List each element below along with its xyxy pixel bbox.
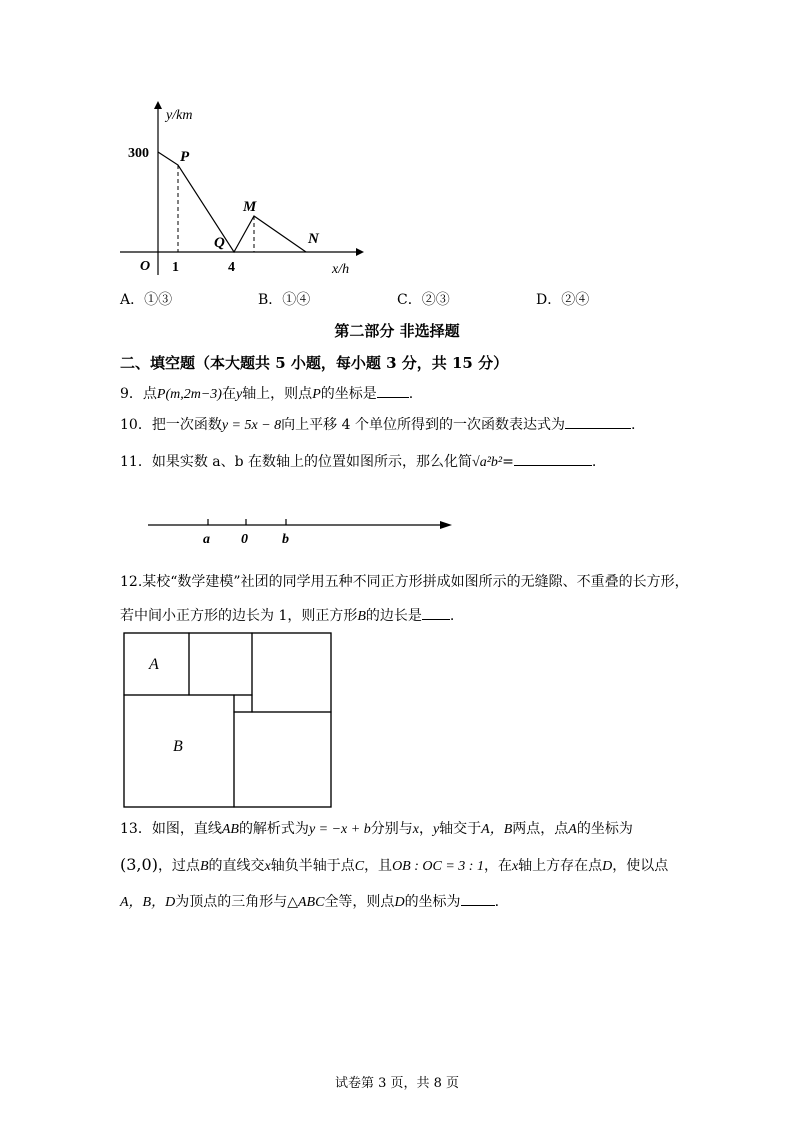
question-12-line1: 12.某校“数学建模”社团的同学用五种不同正方形拼成如图所示的无缝隙、不重叠的长方形，	[120, 574, 689, 590]
x-axis-arrow	[356, 248, 364, 256]
x-tick-1: 1	[172, 260, 179, 275]
square-bottom-right	[234, 712, 331, 807]
q13-l1-math: y = −x + b	[308, 822, 371, 837]
q11-math: √a²b²	[472, 455, 503, 470]
q13-l2-b: B	[199, 859, 209, 874]
q13-l1-ab: AB	[221, 822, 239, 837]
q13-l2-x2: x	[511, 859, 519, 874]
q13-l3-c: 的坐标为	[404, 894, 461, 910]
q13-l3-D: D	[394, 895, 405, 910]
q13-l1-end: 轴交于	[439, 821, 482, 837]
label-0: 0	[241, 532, 248, 547]
point-q-label: Q	[214, 235, 225, 251]
q13-l2-h: ，使以点	[612, 858, 669, 874]
q9-math: P(m,2m−3)	[156, 387, 222, 402]
q9-end: 的坐标是	[320, 386, 377, 402]
q9-var: y	[235, 387, 243, 402]
q12-line2-var: B	[357, 609, 366, 624]
number-line-figure	[140, 512, 460, 548]
option-b: B．①④	[258, 292, 311, 308]
q11-period: .	[591, 454, 597, 470]
q13-l2-x: x	[264, 859, 271, 874]
option-c: C．②③	[397, 292, 450, 308]
distance-time-graph	[110, 95, 370, 285]
q10-answer-blank[interactable]	[565, 414, 631, 429]
square-top-right	[252, 633, 331, 712]
q13-l2-d: 轴负半轴于点	[270, 858, 355, 874]
option-a: A．①③	[120, 292, 173, 308]
q9-prefix: 9．点	[120, 386, 157, 402]
q13-l2-ratio: OB : OC = 3 : 1	[392, 859, 484, 874]
q13-l2-c: 的直线交	[208, 858, 265, 874]
question-13-line1	[120, 819, 633, 840]
q12-period: .	[449, 608, 455, 624]
q13-l3-pts: A，B，D	[120, 895, 176, 910]
q13-l1-y: y	[432, 822, 440, 837]
point-n-label: N	[308, 231, 319, 247]
q13-l1-prefix: 13．如图，直线	[120, 821, 222, 837]
q10-suffix: 向上平移 4 个单位所得到的一次函数表达式为	[281, 417, 565, 433]
q11-answer-blank[interactable]	[514, 451, 592, 466]
question-9	[120, 383, 413, 405]
q12-line2-suffix: 的边长是	[365, 608, 422, 624]
x-axis-label: x/h	[332, 262, 350, 277]
q9-middle: 在	[221, 386, 236, 402]
y-axis-label: y/km	[166, 108, 193, 123]
square-small-center	[234, 695, 252, 712]
origin-label: O	[140, 259, 151, 274]
q10-prefix: 10．把一次函数	[120, 417, 222, 433]
q11-prefix: 11．如果实数 a、b 在数轴上的位置如图所示，那么化简	[120, 454, 473, 470]
question-12-line2	[120, 605, 454, 627]
q13-l2-e: ，且	[364, 858, 393, 874]
section-title: 第二部分 非选择题	[334, 322, 460, 340]
q13-l2-g: 轴上方存在点	[518, 858, 603, 874]
y-tick-300: 300	[128, 146, 149, 161]
question-13-line2	[120, 855, 668, 877]
q13-l1-tail2: 的坐标为	[576, 821, 633, 837]
q13-l3-tri: △ABC	[287, 895, 325, 910]
number-line-arrow	[440, 521, 452, 529]
q13-l1-tail: 两点，点	[512, 821, 569, 837]
q11-eq: =	[502, 454, 514, 470]
point-m-label: M	[243, 199, 257, 215]
q13-l2-a: ，过点	[157, 858, 200, 874]
q13-l1-pts: A，B	[481, 822, 513, 837]
q13-l2-coord: (3,0)	[120, 855, 158, 874]
q13-l1-a: A	[568, 822, 577, 837]
q9-var2: P	[312, 387, 321, 402]
q13-period: .	[494, 894, 500, 910]
q13-l1-x: x	[412, 822, 419, 837]
q12-answer-blank[interactable]	[422, 605, 450, 620]
q9-suffix: 轴上，则点	[242, 386, 313, 402]
squares-figure	[120, 630, 336, 812]
q13-l2-f: ，在	[483, 858, 512, 874]
q9-period: .	[408, 386, 414, 402]
part2-heading: 二、填空题（本大题共 5 小题，每小题 3 分，共 15 分）	[120, 354, 509, 372]
q10-period: .	[630, 417, 636, 433]
q9-answer-blank[interactable]	[377, 383, 409, 398]
q13-answer-blank[interactable]	[461, 891, 495, 906]
page-footer: 试卷第 3 页，共 8 页	[334, 1076, 460, 1091]
square-a-label: A	[149, 656, 159, 673]
q13-l1-mid: 的解析式为	[238, 821, 309, 837]
q12-line2-prefix: 若中间小正方形的边长为 1，则正方形	[120, 608, 358, 624]
q13-l1-comma: ，	[418, 821, 433, 837]
q13-l3-a: 为顶点的三角形与	[175, 894, 288, 910]
question-10	[120, 414, 635, 436]
y-axis-arrow	[154, 101, 162, 109]
q13-l1-mid2: 分别与	[370, 821, 413, 837]
q13-l3-b: 全等，则点	[324, 894, 395, 910]
label-b: b	[282, 532, 289, 547]
point-p-label: P	[180, 149, 190, 165]
q13-l2-D: D	[602, 859, 613, 874]
square-top-middle	[189, 633, 252, 695]
graph-line	[158, 152, 306, 252]
square-b-label: B	[173, 738, 183, 755]
q13-l2-C: C	[354, 859, 365, 874]
x-tick-4: 4	[228, 260, 235, 275]
question-11	[120, 451, 596, 473]
q10-math: y = 5x − 8	[221, 418, 282, 433]
label-a: a	[203, 532, 210, 547]
question-13-line3	[120, 891, 499, 913]
option-d: D．②④	[536, 292, 590, 308]
